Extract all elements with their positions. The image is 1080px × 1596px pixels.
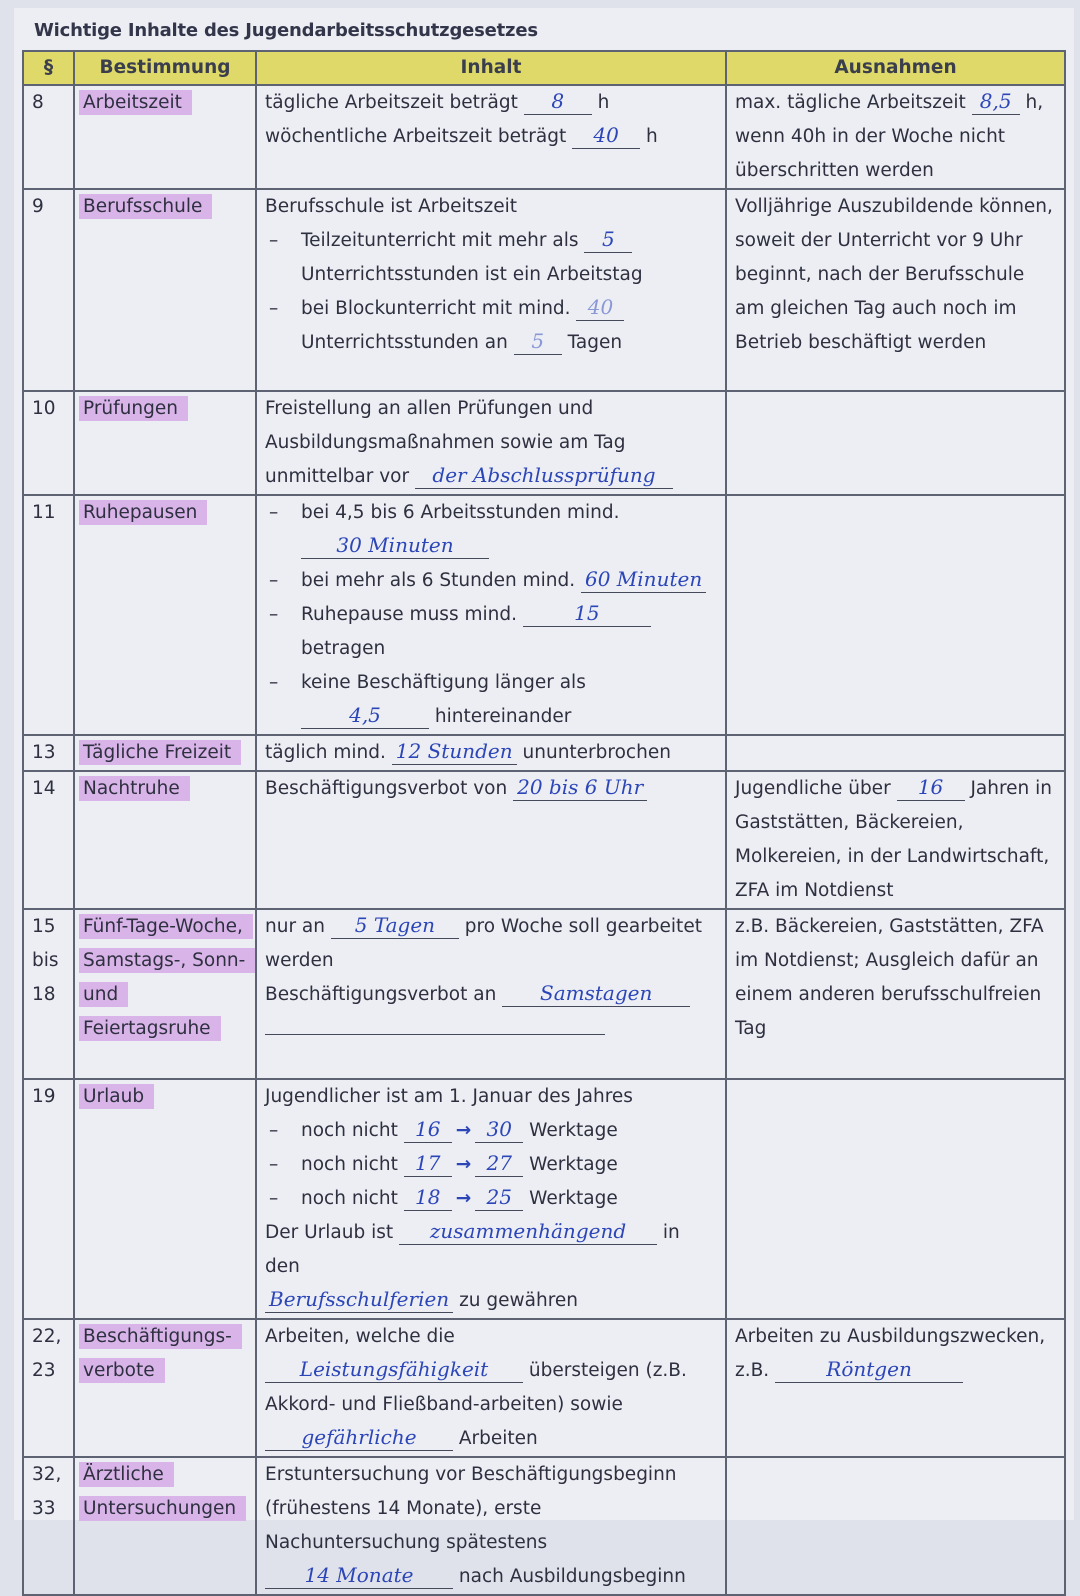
handwritten-answer: 40 — [572, 122, 640, 149]
table-row — [23, 771, 1065, 909]
arrow-icon: → — [455, 1120, 472, 1141]
handwritten-answer: 8 — [524, 88, 592, 115]
topic-highlight: Fünf-Tage-Woche, Samstags-, Sonn- und Feiertagsruhe — [79, 914, 255, 1041]
table-row — [23, 391, 1065, 495]
topic-cell — [74, 1457, 256, 1595]
handwritten-answer: zusammenhängend — [399, 1218, 657, 1245]
text: pro Woche soll gearbeitet werden — [265, 916, 702, 971]
text: bei Blockunterricht mit mind. — [301, 298, 571, 319]
table-row — [23, 495, 1065, 735]
paragraph-number: 19 — [23, 1079, 74, 1319]
content-cell — [256, 909, 726, 1079]
list-item — [265, 598, 717, 666]
text: Jahren in Gaststätten, Bäckereien, Molkereien, in der Landwirtschaft, ZFA im Notdienst — [735, 778, 1053, 901]
topic-cell — [74, 1319, 256, 1457]
text: Teilzeitunterricht mit mehr als — [301, 230, 579, 251]
table-header-row — [23, 51, 1065, 85]
handwritten-answer: der Abschlussprüfung — [415, 462, 673, 489]
content-cell — [256, 1319, 726, 1457]
exception-cell: z.B. Bäckereien, Gaststätten, ZFA im Notdienst; Ausgleich dafür an einem anderen berufsschulfreien Tag — [726, 909, 1065, 1079]
text: hintereinander — [434, 706, 572, 727]
document-title: Wichtige Inhalte des Jugendarbeitsschutzgesetzes — [34, 20, 538, 41]
exception-cell — [726, 1079, 1065, 1319]
text: max. tägliche Arbeitszeit — [735, 92, 966, 113]
list-item — [265, 1148, 717, 1182]
text: Der Urlaub ist — [265, 1222, 394, 1243]
text: Beschäftigungsverbot an — [265, 984, 497, 1005]
arrow-icon: → — [455, 1154, 472, 1175]
law-table — [22, 50, 1066, 1596]
text: Werktage — [529, 1154, 618, 1175]
paragraph-number: 32, 33 — [23, 1457, 74, 1595]
text: Jugendliche über — [735, 778, 891, 799]
paragraph-number: 13 — [23, 735, 74, 771]
exception-cell — [726, 771, 1065, 909]
empty-answer-line — [265, 1012, 605, 1035]
text: tägliche Arbeitszeit beträgt — [265, 92, 518, 113]
exception-cell — [726, 85, 1065, 189]
text: Erstuntersuchung vor Beschäftigungsbeginn (frühestens 14 Monate), erste Nachuntersuchung spätestens — [265, 1464, 677, 1553]
text: Tagen — [567, 332, 623, 353]
exception-cell — [726, 735, 1065, 771]
text: Ruhepause muss mind. — [301, 604, 517, 625]
list-item — [265, 1114, 717, 1148]
handwritten-answer: 30 Minuten — [301, 532, 489, 559]
text: ununterbrochen — [522, 742, 671, 763]
text: Freistellung an allen Prüfungen und Ausbildungsmaßnahmen sowie am Tag unmittelbar vor — [265, 398, 626, 487]
text: noch nicht — [301, 1120, 398, 1141]
table-row — [23, 909, 1065, 1079]
content-cell — [256, 1079, 726, 1319]
text: Unterrichtsstunden an — [301, 332, 508, 353]
content-cell — [256, 771, 726, 909]
list — [265, 1114, 717, 1216]
topic-cell — [74, 735, 256, 771]
table-row — [23, 735, 1065, 771]
paragraph-number: 11 — [23, 495, 74, 735]
list-item — [265, 496, 717, 564]
exception-cell — [726, 1319, 1065, 1457]
list-item — [265, 564, 717, 598]
topic-highlight: Berufsschule — [79, 194, 212, 219]
topic-highlight: Urlaub — [79, 1084, 154, 1109]
text: h, wenn 40h in der Woche nicht überschritten werden — [735, 92, 1044, 181]
handwritten-answer: 60 Minuten — [581, 566, 706, 593]
table-row — [23, 85, 1065, 189]
text: noch nicht — [301, 1154, 398, 1175]
list — [265, 496, 717, 734]
text: betragen — [301, 638, 386, 659]
list — [265, 224, 717, 360]
handwritten-answer: 4,5 — [301, 702, 429, 729]
content-cell — [256, 391, 726, 495]
handwritten-answer: 18 — [404, 1184, 452, 1211]
text: bei 4,5 bis 6 Arbeitsstunden mind. — [301, 502, 620, 523]
arrow-icon: → — [455, 1188, 472, 1209]
text: nach Ausbildungsbeginn — [458, 1566, 686, 1587]
topic-highlight: Tägliche Freizeit — [79, 740, 241, 765]
paragraph-number: 8 — [23, 85, 74, 189]
list-item — [265, 224, 717, 292]
header-paragraph: § — [23, 51, 74, 85]
text: noch nicht — [301, 1188, 398, 1209]
table-row — [23, 1079, 1065, 1319]
text: Arbeiten — [458, 1428, 538, 1449]
exception-cell — [726, 495, 1065, 735]
topic-highlight: Ärztliche Untersuchungen — [79, 1462, 246, 1521]
exception-cell — [726, 1457, 1065, 1595]
text: h — [646, 126, 658, 147]
list-item — [265, 666, 717, 734]
content-cell — [256, 85, 726, 189]
header-bestimmung: Bestimmung — [74, 51, 256, 85]
text: übersteigen (z.B. Akkord- und Fließband-arbeiten) sowie — [265, 1360, 687, 1415]
content-cell — [256, 735, 726, 771]
content-cell — [256, 495, 726, 735]
paragraph-number: 10 — [23, 391, 74, 495]
handwritten-answer: 14 Monate — [265, 1562, 453, 1589]
handwritten-answer: 20 bis 6 Uhr — [513, 774, 647, 801]
text: Arbeiten, welche die — [265, 1326, 455, 1347]
text: Jugendlicher ist am 1. Januar des Jahres — [265, 1086, 633, 1107]
content-cell — [256, 1457, 726, 1595]
topic-highlight: Beschäftigungs-verbote — [79, 1324, 242, 1383]
handwritten-answer: 16 — [897, 774, 965, 801]
topic-highlight: Ruhepausen — [79, 500, 207, 525]
text: in den — [265, 1222, 680, 1277]
text: Beschäftigungsverbot von — [265, 778, 508, 799]
text: täglich mind. — [265, 742, 386, 763]
paragraph-number: 14 — [23, 771, 74, 909]
handwritten-answer: 12 Stunden — [392, 738, 517, 765]
text: Berufsschule ist Arbeitszeit — [265, 196, 518, 217]
table-row — [23, 1319, 1065, 1457]
topic-highlight: Nachtruhe — [79, 776, 190, 801]
handwritten-answer: Berufsschulferien — [265, 1286, 453, 1313]
text: keine Beschäftigung länger als — [301, 672, 586, 693]
text: h — [597, 92, 610, 113]
text: nur an — [265, 916, 325, 937]
text: zu gewähren — [459, 1290, 579, 1311]
handwritten-answer: 5 — [514, 328, 562, 355]
topic-cell — [74, 189, 256, 391]
handwritten-answer: 30 — [475, 1116, 523, 1143]
handwritten-answer: 25 — [475, 1184, 523, 1211]
handwritten-answer: Samstagen — [502, 980, 690, 1007]
list-item — [265, 292, 717, 360]
topic-cell — [74, 909, 256, 1079]
text: Unterrichtsstunden ist ein Arbeitstag — [301, 264, 643, 285]
text: Werktage — [529, 1120, 618, 1141]
header-ausnahmen: Ausnahmen — [726, 51, 1065, 85]
handwritten-answer: Leistungsfähigkeit — [265, 1356, 523, 1383]
handwritten-answer: 17 — [404, 1150, 452, 1177]
topic-cell — [74, 771, 256, 909]
topic-highlight: Arbeitszeit — [79, 90, 192, 115]
topic-cell — [74, 1079, 256, 1319]
table-row — [23, 189, 1065, 391]
handwritten-answer: 8,5 — [972, 88, 1020, 115]
topic-cell — [74, 495, 256, 735]
list-item — [265, 1182, 717, 1216]
handwritten-answer: 15 — [523, 600, 651, 627]
handwritten-answer: Röntgen — [775, 1356, 963, 1383]
topic-cell — [74, 391, 256, 495]
exception-cell — [726, 391, 1065, 495]
handwritten-answer: 5 — [584, 226, 632, 253]
text: Arbeiten zu Ausbildungszwecken, z.B. — [735, 1326, 1046, 1381]
topic-highlight: Prüfungen — [79, 396, 188, 421]
exception-cell: Volljährige Auszubildende können, soweit der Unterricht vor 9 Uhr beginnt, nach der Berufsschule am gleichen Tag auch noch im Betrieb beschäftigt werden — [726, 189, 1065, 391]
handwritten-answer: 5 Tagen — [331, 912, 459, 939]
table-row — [23, 1457, 1065, 1595]
paragraph-number: 9 — [23, 189, 74, 391]
handwritten-answer: 40 — [576, 294, 624, 321]
handwritten-answer: gefährliche — [265, 1424, 453, 1451]
content-cell — [256, 189, 726, 391]
topic-cell — [74, 85, 256, 189]
paragraph-number: 22, 23 — [23, 1319, 74, 1457]
text: wöchentliche Arbeitszeit beträgt — [265, 126, 567, 147]
header-inhalt: Inhalt — [256, 51, 726, 85]
text: bei mehr als 6 Stunden mind. — [301, 570, 576, 591]
paragraph-number: 15 bis 18 — [23, 909, 74, 1079]
handwritten-answer: 27 — [475, 1150, 523, 1177]
text: Werktage — [529, 1188, 618, 1209]
handwritten-answer: 16 — [404, 1116, 452, 1143]
